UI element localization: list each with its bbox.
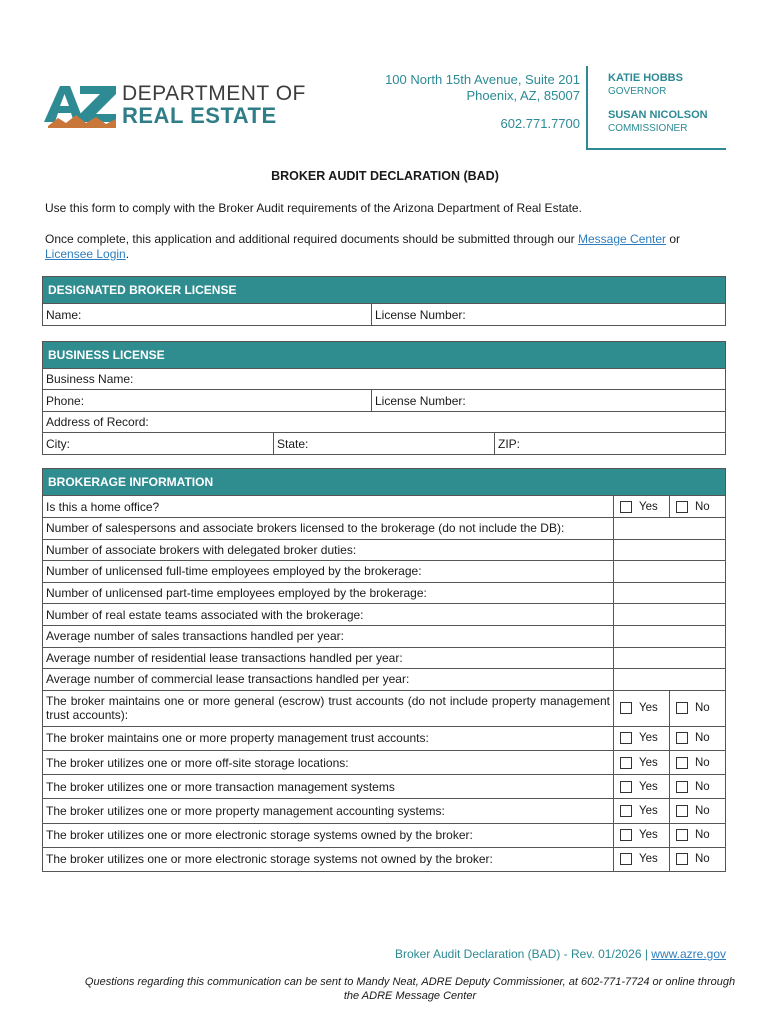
yes-no-question-row	[43, 847, 725, 871]
count-answer-field[interactable]	[613, 648, 725, 669]
checkbox-icon	[676, 501, 688, 513]
checkbox-icon	[620, 702, 632, 714]
yes-no-question-row	[43, 774, 725, 798]
yes-no-question-label: The broker maintains one or more property management trust accounts:	[46, 731, 429, 746]
no-checkbox[interactable]: No	[669, 824, 725, 847]
yes-no-question-row	[43, 750, 725, 774]
zip-field[interactable]: ZIP:	[494, 433, 725, 454]
count-question-row	[43, 560, 725, 582]
brokerage-information-heading: BROKERAGE INFORMATION	[43, 469, 725, 495]
no-checkbox[interactable]: No	[669, 848, 725, 871]
intro-paragraph-1: Use this form to comply with the Broker Audit requirements of the Arizona Department of Real Estate.	[45, 201, 582, 215]
adre-logo	[44, 82, 324, 128]
message-center-link[interactable]: Message Center	[578, 232, 667, 246]
form-title: BROKER AUDIT DECLARATION (BAD)	[271, 169, 499, 183]
header-divider-horizontal	[586, 148, 726, 150]
office-address	[385, 72, 580, 132]
checkbox-icon	[676, 853, 688, 865]
yes-no-question-label: The broker utilizes one or more transaction management systems	[46, 779, 395, 794]
count-question-row	[43, 539, 725, 561]
count-question-label: Average number of sales transactions handled per year:	[46, 629, 344, 644]
count-answer-field[interactable]	[613, 669, 725, 690]
checkbox-icon	[676, 757, 688, 769]
checkbox-icon	[620, 829, 632, 841]
checkbox-icon	[620, 781, 632, 793]
intro-paragraph-2: Once complete, this application and additional required documents should be submitted through our Message Center or Licensee Login.	[45, 232, 681, 261]
yes-checkbox[interactable]: Yes	[613, 496, 669, 517]
business-name-field[interactable]: Business Name:	[46, 372, 134, 386]
count-answer-field[interactable]	[613, 604, 725, 625]
count-answer-field[interactable]	[613, 561, 725, 582]
footer-revision: Broker Audit Declaration (BAD) - Rev. 01/2026 | www.azre.gov	[394, 947, 726, 961]
count-question-label: Number of associate brokers with delegated broker duties:	[46, 542, 357, 557]
designated-broker-section	[42, 276, 726, 326]
count-question-label: Number of unlicensed full-time employees employed by the brokerage:	[46, 564, 422, 579]
footer-questions: Questions regarding this communication can be sent to Mandy Neat, ADRE Deputy Commissioner, at 602-771-7724 or online through the ADRE Message Center	[84, 976, 736, 1002]
city-field[interactable]: City:	[46, 436, 70, 451]
broker-name-field[interactable]: Name:	[46, 307, 82, 322]
yes-checkbox[interactable]: Yes	[613, 691, 669, 726]
yes-checkbox[interactable]: Yes	[613, 799, 669, 822]
governor-title: GOVERNOR	[608, 86, 667, 97]
no-checkbox[interactable]: No	[669, 775, 725, 798]
checkbox-icon	[676, 732, 688, 744]
logo-department-text: DEPARTMENT OF	[122, 82, 306, 105]
yes-no-question-row	[43, 726, 725, 750]
yes-no-question-label: The broker maintains one or more general (escrow) trust accounts (do not include property management trust accounts):	[46, 694, 610, 723]
yes-no-question-label: The broker utilizes one or more electronic storage systems owned by the broker:	[46, 828, 473, 843]
commissioner-name: SUSAN NICOLSON	[608, 109, 708, 121]
count-question-label: Number of salespersons and associate brokers licensed to the brokerage (do not include the DB):	[46, 521, 565, 536]
checkbox-icon	[676, 781, 688, 793]
office-phone: 602.771.7700	[500, 116, 580, 131]
yes-checkbox[interactable]: Yes	[613, 848, 669, 871]
azre-website-link[interactable]: www.azre.gov	[651, 947, 726, 961]
logo-real-estate-text: REAL ESTATE	[122, 103, 277, 128]
az-logo-icon	[44, 82, 120, 128]
yes-checkbox[interactable]: Yes	[613, 824, 669, 847]
count-question-label: Number of real estate teams associated with the brokerage:	[46, 607, 364, 622]
count-question-label: Average number of residential lease transactions handled per year:	[46, 650, 403, 665]
no-checkbox[interactable]: No	[669, 799, 725, 822]
yes-checkbox[interactable]: Yes	[613, 751, 669, 774]
count-answer-field[interactable]	[613, 540, 725, 561]
address-line-1: 100 North 15th Avenue, Suite 201	[385, 72, 580, 87]
checkbox-icon	[620, 501, 632, 513]
yes-no-question-label: The broker utilizes one or more property management accounting systems:	[46, 803, 445, 818]
checkbox-icon	[676, 805, 688, 817]
no-checkbox[interactable]: No	[669, 727, 725, 750]
yes-no-question-row	[43, 798, 725, 822]
count-answer-field[interactable]	[613, 518, 725, 539]
no-checkbox[interactable]: No	[669, 496, 725, 517]
header-divider-vertical	[586, 66, 588, 150]
yes-no-question-label: The broker utilizes one or more electronic storage systems not owned by the broker:	[46, 852, 493, 867]
checkbox-icon	[676, 702, 688, 714]
checkbox-icon	[620, 853, 632, 865]
count-answer-field[interactable]	[613, 583, 725, 604]
count-question-row	[43, 517, 725, 539]
licensee-login-link[interactable]: Licensee Login	[45, 247, 126, 261]
address-line-2: Phoenix, AZ, 85007	[466, 88, 580, 103]
home-office-row	[43, 495, 725, 517]
checkbox-icon	[676, 829, 688, 841]
yes-no-question-row	[43, 690, 725, 726]
brokerage-information-section	[42, 468, 726, 872]
count-question-row	[43, 582, 725, 604]
count-question-row	[43, 647, 725, 669]
yes-checkbox[interactable]: Yes	[613, 775, 669, 798]
checkbox-icon	[620, 732, 632, 744]
home-office-question: Is this a home office?	[46, 499, 160, 514]
count-question-row	[43, 625, 725, 647]
count-question-label: Average number of commercial lease transactions handled per year:	[46, 672, 410, 687]
checkbox-icon	[620, 805, 632, 817]
count-question-row	[43, 603, 725, 625]
business-license-section	[42, 341, 726, 455]
broker-license-number-field[interactable]: License Number:	[371, 304, 725, 325]
business-phone-field[interactable]: Phone:	[46, 393, 85, 408]
no-checkbox[interactable]: No	[669, 751, 725, 774]
yes-checkbox[interactable]: Yes	[613, 727, 669, 750]
commissioner-title: COMMISSIONER	[608, 123, 688, 134]
no-checkbox[interactable]: No	[669, 691, 725, 726]
officials-block	[608, 72, 708, 146]
governor-name: KATIE HOBBS	[608, 72, 683, 84]
state-field[interactable]: State:	[273, 433, 494, 454]
checkbox-icon	[620, 757, 632, 769]
address-of-record-field[interactable]: Address of Record:	[46, 415, 149, 429]
business-license-number-field[interactable]: License Number:	[371, 390, 725, 411]
count-question-label: Number of unlicensed part-time employees employed by the brokerage:	[46, 586, 427, 601]
designated-broker-heading: DESIGNATED BROKER LICENSE	[43, 277, 725, 303]
business-license-heading: BUSINESS LICENSE	[43, 342, 725, 368]
yes-no-question-label: The broker utilizes one or more off-site storage locations:	[46, 755, 349, 770]
count-answer-field[interactable]	[613, 626, 725, 647]
yes-no-question-row	[43, 823, 725, 847]
count-question-row	[43, 668, 725, 690]
